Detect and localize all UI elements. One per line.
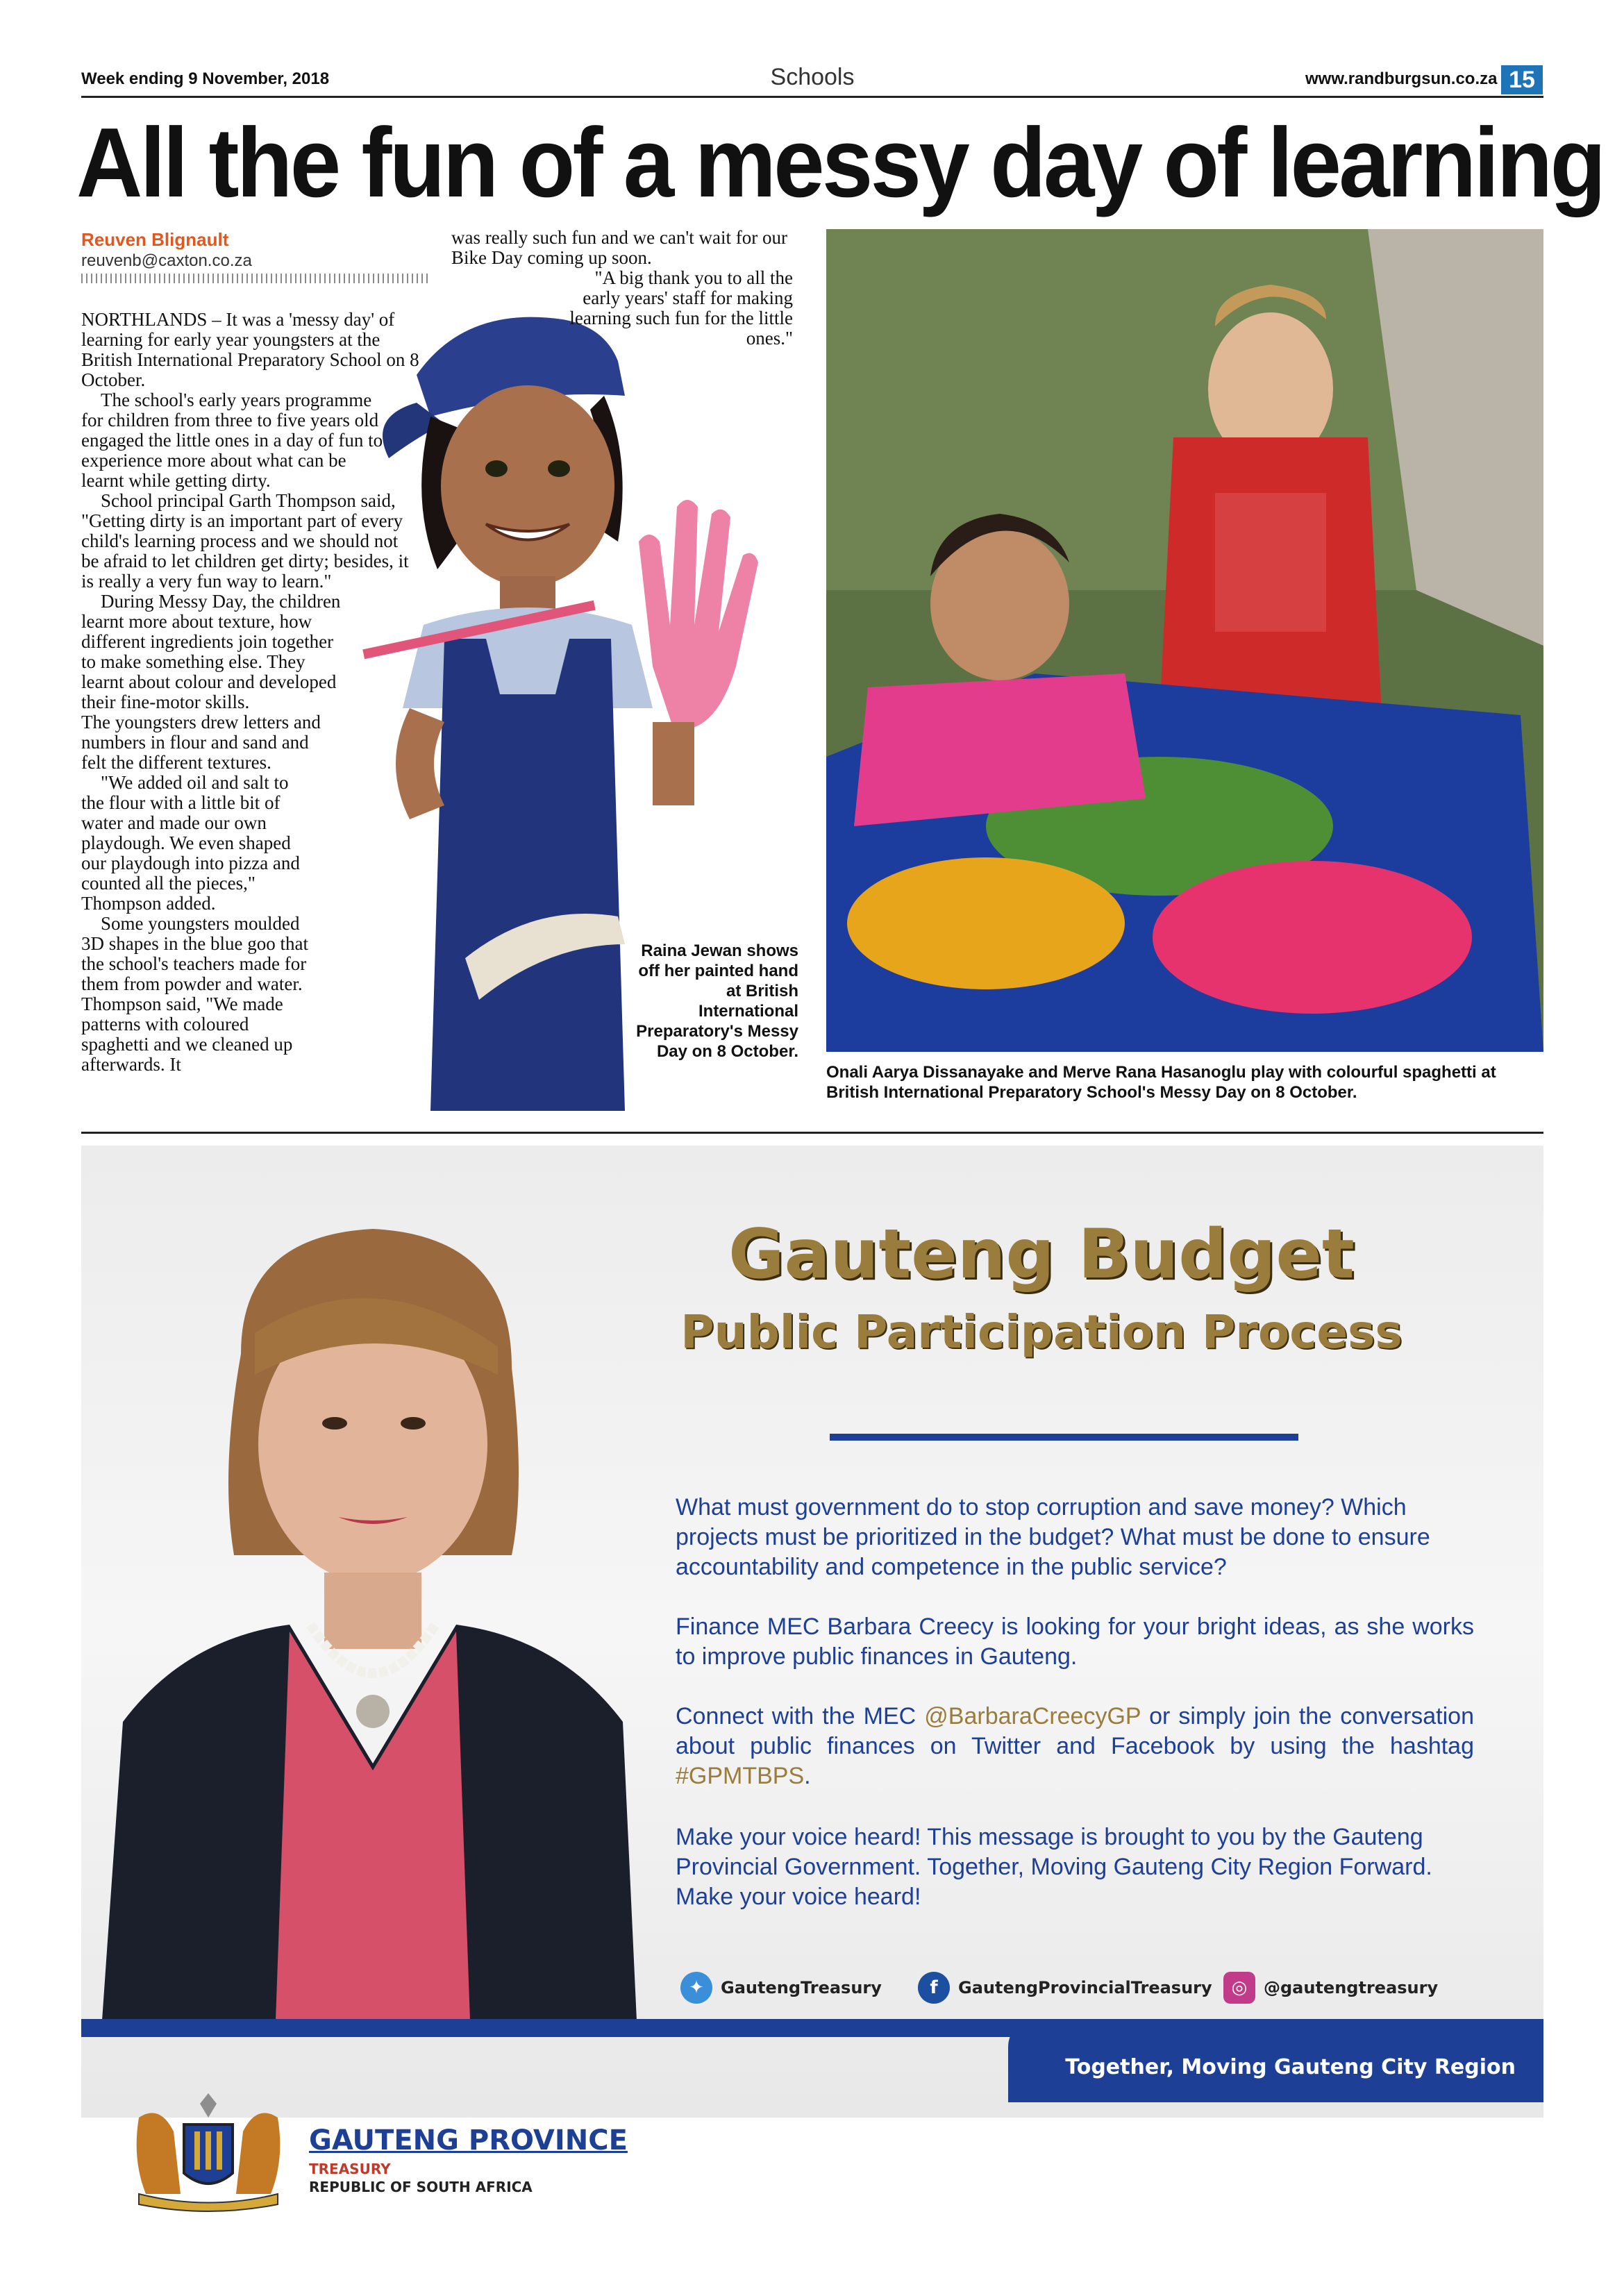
social-facebook[interactable] <box>918 1972 1212 2004</box>
paragraph: "We added oil and salt to the flour with a little bit of water and made our own playdough. We even shaped our playdough into pizza and counted all the pieces," Thompson added. <box>81 772 300 914</box>
coat-of-arms-icon <box>118 2090 299 2215</box>
article-column-2 <box>451 228 793 349</box>
author-name: Reuven Blignault <box>81 229 229 250</box>
page-number: 15 <box>1501 65 1543 94</box>
ad-paragraph: What must government do to stop corruption and save money? Which projects must be prioritized in the budget? What must be done to ensure accountability and competence in the public service? <box>676 1494 1430 1580</box>
issue-date: Week ending 9 November, 2018 <box>81 69 330 88</box>
article-ad-separator <box>81 1132 1543 1134</box>
paragraph: During Messy Day, the children learnt more about texture, how different ingredients join together to make something else. They learnt about colour and developed their fine-motor skills. <box>81 591 341 712</box>
author-email[interactable]: reuvenb@caxton.co.za <box>81 251 252 270</box>
org-country: REPUBLIC OF SOUTH AFRICA <box>309 2179 533 2195</box>
ad-tagline: Together, Moving Gauteng City Region Forward <box>1008 2019 1543 2102</box>
photo-children-spaghetti <box>826 229 1543 1052</box>
org-department: TREASURY <box>309 2161 391 2177</box>
paragraph: The youngsters drew letters and numbers in flour and sand and felt the different textures. <box>81 712 321 773</box>
ad-text-span: Connect with the MEC <box>676 1703 925 1729</box>
twitter-icon: ✦ <box>680 1972 712 2004</box>
paragraph: Some youngsters moulded 3D shapes in the blue goo that the school's teachers made for them from powder and water. Thompson said, "We made patterns with coloured spaghetti and we cleaned up afterwards. It <box>81 913 308 1075</box>
hashtag-link[interactable]: #GPMTBPS <box>676 1763 805 1789</box>
section-label: Schools <box>770 64 855 90</box>
paragraph: The school's early years programme for children from three to five years old engaged the little ones in a day of fun to experience more about what can be learnt while getting dirty. <box>81 389 383 491</box>
social-instagram-label: @gautengtreasury <box>1264 1978 1439 1997</box>
ad-divider <box>830 1434 1298 1441</box>
twitter-handle-link[interactable]: @BarbaraCreecyGP <box>924 1703 1141 1729</box>
header-rule <box>81 96 1543 98</box>
photo-caption-left: Raina Jewan shows off her painted hand at British International Preparatory's Messy Day on 8 October. <box>636 941 798 1061</box>
social-twitter-label: GautengTreasury <box>721 1978 882 1997</box>
photo-finance-mec <box>81 1194 658 2020</box>
paragraph: NORTHLANDS – It was a 'messy day' of learning for early year youngsters at the British International Preparatory School on 8 October. <box>81 309 419 390</box>
ad-subtitle: Public Participation Process <box>680 1305 1403 1359</box>
paragraph: School principal Garth Thompson said, "Getting dirty is an important part of every child's learning process and we should not be afraid to let children get dirty; besides, it is really a very fun way to learn." <box>81 490 409 592</box>
ad-text-span: . <box>804 1763 811 1789</box>
ad-text-span: or simply join the conversation about public finances on Twitter and Facebook by using the hashtag <box>676 1703 1474 1759</box>
photo-caption-right: Onali Aarya Dissanayake and Merve Rana Hasanoglu play with colourful spaghetti at British International Preparatory School's Messy Day on 8 October. <box>826 1063 1496 1102</box>
social-facebook-label: GautengProvincialTreasury <box>958 1978 1212 1997</box>
social-twitter[interactable] <box>680 1972 882 2004</box>
ad-paragraph <box>676 1702 1474 1791</box>
org-name: GAUTENG PROVINCE <box>309 2125 628 2156</box>
site-url[interactable]: www.randburgsun.co.za <box>1305 69 1498 88</box>
ad-paragraph: Finance MEC Barbara Creecy is looking for your bright ideas, as she works to improve public finances in Gauteng. <box>676 1614 1474 1670</box>
ad-title: Gauteng Budget <box>728 1215 1355 1294</box>
headline: All the fun of a messy day of learning <box>76 108 1604 218</box>
instagram-icon: ◎ <box>1223 1972 1255 2004</box>
ad-paragraph: Make your voice heard! This message is brought to you by the Gauteng Provincial Government. Together, Moving Gauteng City Region Forward. Make your voice heard! <box>676 1824 1432 1910</box>
paragraph: "A big thank you to all the early years' staff for making learning such fun for the little ones." <box>569 267 793 349</box>
social-instagram[interactable] <box>1223 1972 1438 2004</box>
paragraph: was really such fun and we can't wait for our Bike Day coming up soon. <box>451 227 787 268</box>
article-column-1 <box>81 310 421 1075</box>
facebook-icon: f <box>918 1972 950 2004</box>
